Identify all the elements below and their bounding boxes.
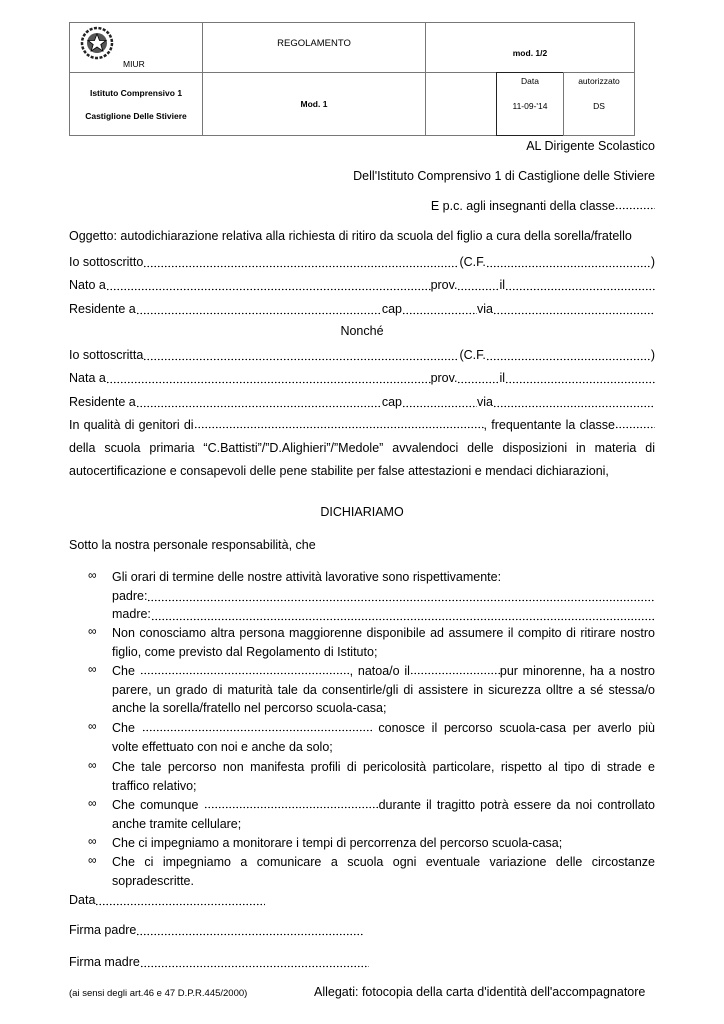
parent2-city-field[interactable]	[136, 398, 382, 408]
label: (C.F.	[459, 255, 486, 269]
parent1-name-field[interactable]	[143, 258, 459, 268]
child-name-field[interactable]	[194, 419, 484, 429]
parent1-cap-field[interactable]	[402, 305, 477, 315]
label: il	[499, 278, 505, 292]
label: via	[477, 302, 493, 316]
mod-code: mod. 1/2	[425, 22, 635, 73]
paragraph-text: , frequentante la classe	[483, 418, 615, 432]
label: Io sottoscritta	[69, 348, 144, 362]
paragraph-text: della scuola primaria “C.Battisti”/”D.Alighieri”/”Medole” avvalendoci delle disposizioni in materia di autocertificazione e consapevoli delle pene stabilite per false attestazioni e mendaci dichiarazioni,	[69, 441, 655, 478]
mod-label: Mod. 1	[202, 72, 426, 136]
label: prov.	[430, 278, 458, 292]
bullet-icon: ∞	[88, 662, 97, 676]
bullet-text: Che ci impegniamo a monitorare i tempi di percorrenza del percorso scuola-casa;	[112, 836, 563, 850]
label: padre:	[112, 588, 148, 603]
bullet-knows-route	[88, 719, 655, 756]
label: Io sottoscritto	[69, 255, 144, 269]
bullet-work-hours	[88, 568, 655, 624]
authorized-cell	[563, 72, 635, 136]
logo-label: MIUR	[123, 59, 145, 69]
addressee-teachers	[431, 199, 655, 213]
parent2-cap-field[interactable]	[402, 398, 477, 408]
logo-cell	[69, 22, 203, 73]
bullet-route-safety	[88, 758, 655, 795]
parent1-birthplace-field[interactable]	[106, 281, 431, 291]
separator: Nonché	[340, 324, 384, 338]
sibling-name-field[interactable]	[140, 665, 350, 675]
label: Nata a	[69, 371, 106, 385]
bullet-icon: ∞	[88, 624, 97, 638]
bullet-phone-control	[88, 796, 655, 833]
sibling-name-field[interactable]	[204, 799, 379, 809]
doc-title: REGOLAMENTO	[202, 22, 426, 73]
father-signature-field[interactable]	[136, 926, 364, 936]
bullet-communicate-changes	[88, 853, 655, 890]
label: Firma madre	[69, 955, 140, 969]
father-hours-field[interactable]	[147, 592, 655, 602]
attachment-note: Allegati: fotocopia della carta d'identità dell'accompagnatore	[314, 985, 646, 999]
class-field[interactable]	[615, 200, 655, 210]
parent1-birth-line	[69, 278, 655, 294]
paragraph-text: In qualità di genitori di	[69, 418, 194, 432]
parent2-birthdate-field[interactable]	[505, 374, 655, 384]
bullet-sibling-maturity	[88, 662, 655, 718]
parents-paragraph	[69, 414, 655, 483]
label: cap	[381, 395, 403, 409]
date-cell	[496, 72, 564, 136]
parent1-city-field[interactable]	[136, 305, 382, 315]
institute-city: Castiglione Delle Stiviere	[85, 110, 187, 121]
addressee-institute: Dell'Istituto Comprensivo 1 di Castiglione delle Stiviere	[353, 169, 655, 183]
parent2-birthplace-field[interactable]	[106, 374, 431, 384]
bullet-text: , natoa/o il	[349, 664, 410, 678]
parent2-cf-field[interactable]	[486, 351, 651, 361]
label: )	[650, 348, 655, 362]
bullet-text: Gli orari di termine delle nostre attività lavorative sono rispettivamente:	[112, 570, 502, 584]
bullet-text: durante il tragitto potrà essere da noi controllato anche tramite cellulare;	[112, 798, 655, 831]
bullet-icon: ∞	[88, 758, 97, 772]
bullet-no-other-adult	[88, 624, 655, 661]
label: madre:	[112, 607, 151, 622]
parent1-street-field[interactable]	[493, 305, 655, 315]
bullet-monitor-times	[88, 834, 655, 853]
parent2-birth-line	[69, 371, 655, 387]
bullet-text: Che comunque	[112, 798, 204, 812]
bullet-icon: ∞	[88, 834, 97, 848]
legal-reference: (ai sensi degli art.46 e 47 D.P.R.445/2000)	[69, 988, 248, 999]
label: Firma padre	[69, 923, 137, 937]
institute-cell	[69, 72, 203, 136]
label: )	[650, 255, 655, 269]
label: il	[499, 371, 505, 385]
label: cap	[381, 302, 403, 316]
parent1-residence-line	[69, 302, 655, 318]
parent2-name-line	[69, 348, 655, 364]
label: Nato a	[69, 278, 106, 292]
italian-emblem-icon	[80, 26, 114, 60]
date-value: 11-09-'14	[512, 101, 548, 111]
date-line	[69, 893, 265, 909]
label: prov.	[430, 371, 458, 385]
sibling-name-field[interactable]	[142, 722, 372, 732]
label: via	[477, 395, 493, 409]
father-signature-line	[69, 923, 364, 939]
label: (C.F.	[459, 348, 486, 362]
institute-name: Istituto Comprensivo 1	[89, 87, 183, 98]
declaration-title: DICHIARIAMO	[320, 505, 404, 519]
date-field[interactable]	[95, 896, 265, 906]
parent1-birthdate-field[interactable]	[505, 281, 655, 291]
bullet-icon: ∞	[88, 853, 97, 867]
bullet-text: Che	[112, 664, 140, 678]
parent2-residence-line	[69, 395, 655, 411]
mother-signature-line	[69, 955, 369, 971]
intro: Sotto la nostra personale responsabilità, che	[69, 538, 316, 552]
authorized-value: DS	[593, 101, 605, 111]
bullet-icon: ∞	[88, 719, 97, 733]
parent1-name-line	[69, 255, 655, 271]
bullet-text: Che	[112, 721, 142, 735]
bullet-text: conosce il percorso scuola-casa per averlo più volte effettuato con noi e anche da solo;	[112, 721, 656, 754]
subject: Oggetto: autodichiarazione relativa alla richiesta di ritiro da scuola del figlio a cura della sorella/fratello	[69, 229, 632, 243]
label: Data	[69, 893, 96, 907]
addressee-principal: AL Dirigente Scolastico	[526, 139, 655, 153]
label: Residente a	[69, 395, 136, 409]
parent2-street-field[interactable]	[493, 398, 655, 408]
label: Residente a	[69, 302, 136, 316]
mother-signature-field[interactable]	[140, 958, 369, 968]
parent2-name-field[interactable]	[143, 351, 459, 361]
bullet-text: Che ci impegniamo a comunicare a scuola ogni eventuale variazione delle circostanze sopradescritte.	[112, 855, 655, 888]
parent1-cf-field[interactable]	[486, 258, 651, 268]
blank-cell	[425, 72, 497, 136]
sibling-birthdate-field[interactable]	[410, 665, 500, 675]
bullet-text: Non conosciamo altra persona maggiorenne disponibile ad assumere il compito di ritirare nostro figlio, come previsto dal Regolamento di Istituto;	[112, 626, 655, 659]
mother-hours-field[interactable]	[151, 611, 655, 621]
addressee-teachers-label: E p.c. agli insegnanti della classe	[430, 199, 615, 213]
date-label: Data	[521, 76, 539, 86]
class-field[interactable]	[615, 419, 655, 429]
bullet-text: Che tale percorso non manifesta profili di pericolosità particolare, rispetto al tipo di strade e traffico relativo;	[112, 760, 655, 793]
parent2-prov-field[interactable]	[457, 374, 499, 384]
authorized-label: autorizzato	[578, 76, 620, 86]
parent1-prov-field[interactable]	[457, 281, 499, 291]
bullet-icon: ∞	[88, 568, 97, 582]
bullet-text: pur minorenne, ha a nostro parere, un grado di maturità tale da consentirle/gli di assistere in sicurezza olltre a sé stessa/o anche la sorella/fratello nel percorso scuola-casa;	[112, 664, 656, 716]
bullet-icon: ∞	[88, 796, 97, 810]
